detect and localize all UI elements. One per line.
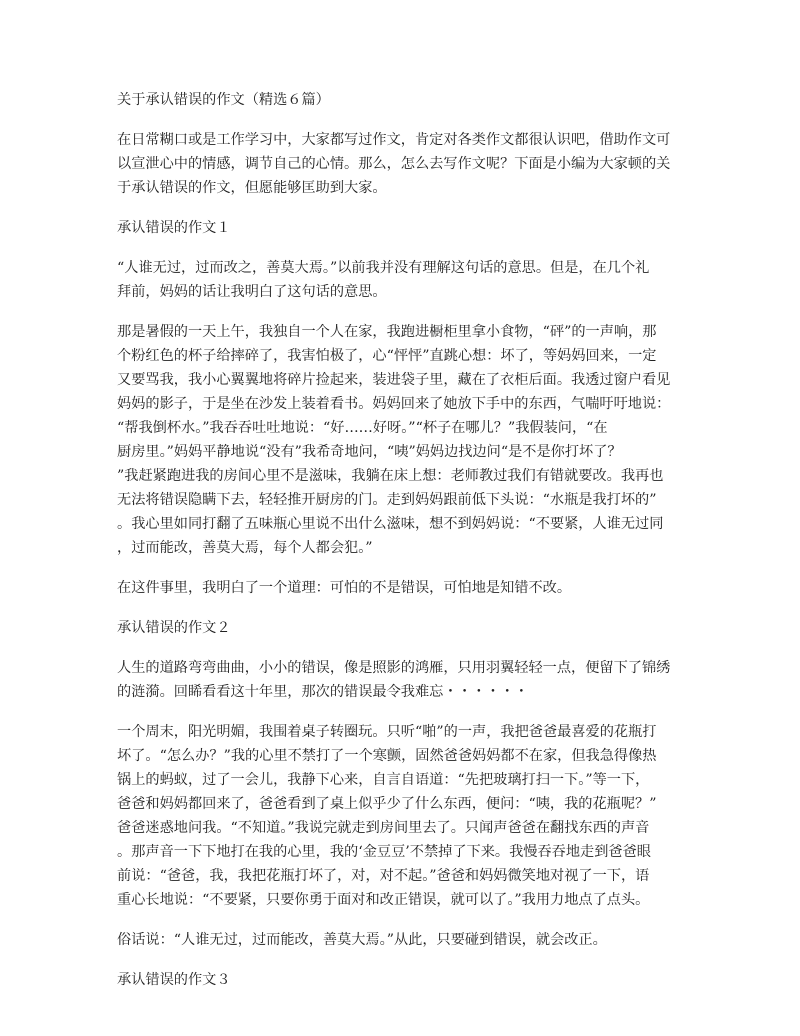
text-line: 坏了。“怎么办？”我的心里不禁打了一个寒颤，固然爸爸妈妈都不在家，但我急得像热 <box>117 748 657 764</box>
text-line: 个粉红色的杯子给摔碎了，我害怕极了，心“怦怦”直跳心想：坏了，等妈妈回来，一定 <box>117 348 657 364</box>
text-line: 俗话说：“人谁无过，过而能改，善莫大焉。”从此，只要碰到错误，就会改正。 <box>117 932 607 948</box>
section-1-paragraph-2 <box>117 320 691 560</box>
text-line: 前说：“爸爸，我，我把花瓶打坏了，对，对不起。”爸爸和妈妈微笑地对视了一下，语 <box>117 868 650 884</box>
document-page <box>117 88 691 1008</box>
text-line: 厨房里。”妈妈平静地说“没有”我希奇地问，“咦”妈妈边找边问“是不是你打坏了？ <box>117 444 622 460</box>
text-line: 。我心里如同打翻了五味瓶心里说不出什么滋味，想不到妈妈说：“不要紧，人谁无过同 <box>117 516 664 532</box>
section-2-paragraph-1 <box>117 656 691 704</box>
text-line: 在日常糊口或是工作学习中，大家都写过作文，肯定对各类作文都很认识吧，借助作文可 <box>117 132 671 148</box>
text-line: 又要骂我，我小心翼翼地将碎片捡起来，装进袋子里，藏在了衣柜后面。我透过窗户看见 <box>117 372 671 388</box>
text-line: 人生的道路弯弯曲曲，小小的错误，像是照影的鸿雁，只用羽翼轻轻一点，便留下了锦绣 <box>117 660 671 676</box>
text-line: “帮我倒杯水。”我吞吞吐吐地说：“好……好呀。”“杯子在哪儿？”我假装问，“在 <box>117 420 608 436</box>
text-line: 。那声音一下下地打在我的心里，我的‘金豆豆’不禁掉了下来。我慢吞吞地走到爸爸眼 <box>117 844 651 860</box>
intro-paragraph <box>117 128 691 200</box>
text-line: 的涟漪。回睎看看这十年里，那次的错误最令我难忘・・・・・・ <box>117 684 529 700</box>
text-line: 重心长地说：“不要紧，只要你勇于面对和改正错误，就可以了。”我用力地点了点头。 <box>117 892 650 908</box>
section-1-paragraph-3 <box>117 576 691 600</box>
text-line: 爸爸和妈妈都回来了，爸爸看到了桌上似乎少了什么东西，便问：“咦，我的花瓶呢？” <box>117 796 657 812</box>
text-line: “人谁无过，过而改之，善莫大焉。”以前我并没有理解这句话的意思。但是，在几个礼 <box>117 260 650 276</box>
text-line: 无法将错误隐瞒下去，轻轻推开厨房的门。走到妈妈跟前低下头说：“水瓶是我打坏的” <box>117 492 657 508</box>
text-line: 妈妈的影子，于是坐在沙发上装着看书。妈妈回来了她放下手中的东西，气喘吁吁地说： <box>117 396 671 412</box>
text-line: 拜前，妈妈的话让我明白了这句话的意思。 <box>117 284 387 300</box>
text-line: 在这件事里，我明白了一个道理：可怕的不是错误，可怕地是知错不改。 <box>117 580 572 596</box>
section-1-paragraph-1 <box>117 256 691 304</box>
text-line: 以宣泄心中的情感，调节自己的心情。那么，怎么去写作文呢？下面是小编为大家顿的关 <box>117 156 671 172</box>
section-2-paragraph-3 <box>117 928 691 952</box>
document-title: 关于承认错误的作文（精选６篇） <box>117 92 330 108</box>
text-line: 锅上的蚂蚁，过了一会儿，我静下心来，自言自语道：“先把玻璃打扫一下。”等一下， <box>117 772 650 788</box>
section-1-heading: 承认错误的作文１ <box>117 220 231 236</box>
section-3-heading: 承认错误的作文３ <box>117 972 231 988</box>
text-line: ，过而能改，善莫大焉，每个人都会犯。” <box>117 540 373 556</box>
text-line: 那是暑假的一天上午，我独自一个人在家，我跑进橱柜里拿小食物，“砰”的一声响，那 <box>117 324 657 340</box>
text-line: ”我赶紧跑进我的房间心里不是滋味，我躺在床上想：老师教过我们有错就要改。我再也 <box>117 468 664 484</box>
text-line: 一个周末，阳光明媚，我围着桌子转圈玩。只听“啪”的一声，我把爸爸最喜爱的花瓶打 <box>117 724 657 740</box>
text-line: 于承认错误的作文，但愿能够匡助到大家。 <box>117 180 387 196</box>
text-line: 爸爸迷惑地问我。“不知道。”我说完就走到房间里去了。只闻声爸爸在翻找东西的声音 <box>117 820 650 836</box>
section-2-paragraph-2 <box>117 720 691 912</box>
section-2-heading: 承认错误的作文２ <box>117 620 231 636</box>
